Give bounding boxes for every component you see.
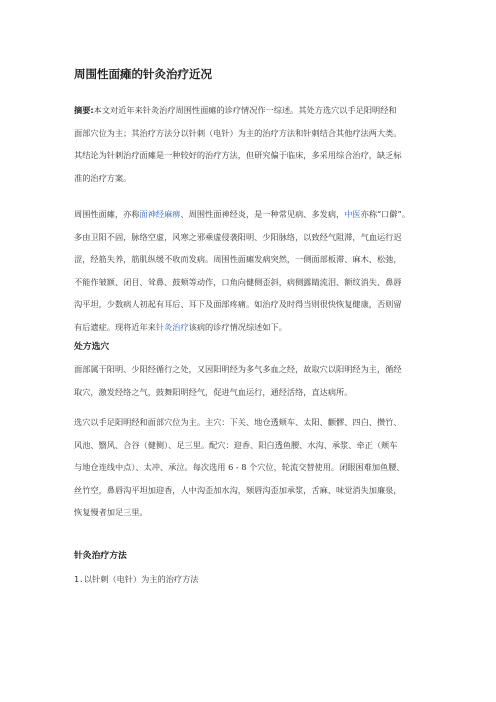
intro-line: 不能作皱额、闭目、耸鼻、鼓颊等动作，口角向健侧歪斜，病侧露睛流泪、额纹消失、鼻唇 (74, 276, 402, 287)
section1-paragraph2 (74, 411, 424, 524)
body-line: 选穴以手足阳明经和面部穴位为主。主穴：下关、地仓透颊车、太阳、颧髎、四白、攒竹、 (74, 417, 402, 427)
intro-line: 周围性面瘫，亦称面神经麻痹、周围性面神经炎，是一种常见病、多发病，中医亦称“口僻”。 (74, 209, 410, 219)
intro-line: 沟平坦，少数病人初起有耳后、耳下及面部疼痛。如治疗及时得当则很快恢复健康，否则留 (74, 299, 402, 310)
link-acupuncture-treatment[interactable]: 针灸治疗 (155, 321, 189, 332)
abstract-line: 摘要:本文对近年来针灸治疗周围性面瘫的诊疗情况作一综述。其处方选穴以手足阳明经和 (74, 105, 397, 115)
intro-line: 涩，经筋失养，筋肌纵缓不收而发病。周围性面瘫发病突然，一侧面部板滞、麻木、松弛， (74, 254, 402, 265)
abstract-line: 其结论为针刺治疗面瘫是一种较好的治疗方法，但研究偏于临床，多采用综合治疗，缺乏标 (74, 150, 402, 161)
subsection-title: 1.以针刺（电针）为主的治疗方法 (74, 574, 199, 584)
intro-line: 有后遗症。现将近年来针灸治疗该病的诊疗情况综述如下。 (74, 321, 287, 332)
section-heading-methods: 针灸治疗方法 (74, 551, 127, 561)
link-facial-nerve-paralysis[interactable]: 面神经麻痹 (139, 209, 181, 219)
abstract-line: 准的治疗方案。 (74, 172, 132, 183)
body-line: 取穴，激发经络之气，鼓舞阳明经气，促进气血运行，通经活络，直达病所。 (74, 386, 353, 397)
abstract-paragraph (74, 99, 424, 189)
body-line: 丝竹空，鼻唇沟平坦加迎香，人中沟歪加水沟，颏唇沟歪加承浆，舌麻、味觉消失加廉泉， (74, 484, 402, 495)
section-heading-prescription: 处方选穴 (74, 342, 110, 352)
abstract-line: 面部穴位为主；其治疗方法分以针刺（电针）为主的治疗方法和针刺结合其他疗法两大类。 (74, 127, 402, 138)
link-tcm[interactable]: 中医 (344, 209, 361, 219)
intro-line: 多由卫阳不固，脉络空虚，风寒之邪乘虚侵袭阳明、少阳脉络，以致经气阻滞，气血运行迟 (74, 231, 402, 242)
body-line: 与地仓连线中点）、太冲、承泣。每次选用 6 - 8 个穴位，轮流交替使用。闭眼困难加鱼腰、 (74, 462, 405, 473)
section1-paragraph1 (74, 358, 424, 403)
body-line: 风池、翳风、合谷（健侧）、足三里。配穴：迎香、阳白透鱼腰、水沟、承浆、牵正（颊车 (74, 439, 398, 450)
body-line: 面部属于阳明、少阳经循行之处，又因阳明经为多气多血之经，故取穴以阳明经为主，循经 (74, 364, 402, 374)
intro-paragraph (74, 203, 424, 339)
body-line: 恢复慢者加足三里。 (74, 507, 148, 518)
document-title: 周围性面瘫的针灸治疗近况 (74, 67, 212, 81)
abstract-label: 摘要: (74, 105, 94, 115)
